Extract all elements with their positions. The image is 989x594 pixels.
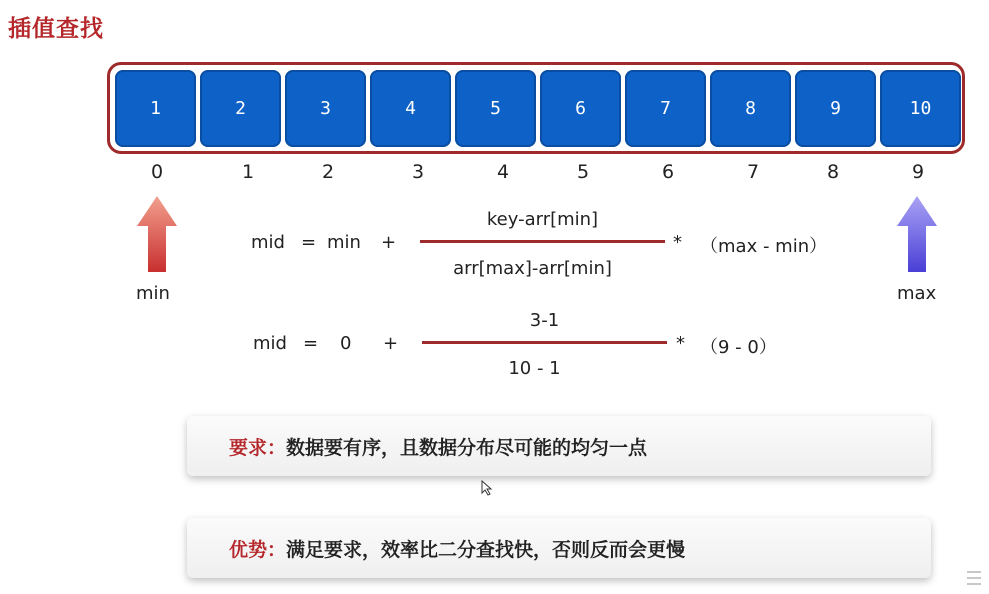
advantage-note: [187, 518, 931, 578]
formula2-term: 0: [340, 333, 352, 354]
array-cell: 7: [625, 70, 706, 147]
formula2-equals: =: [303, 333, 319, 354]
advantage-text: 满足要求，效率比二分查找快，否则反而会更慢: [286, 538, 686, 561]
formula2-plus: +: [383, 333, 399, 354]
array-index: 2: [321, 161, 335, 183]
max-label: max: [897, 283, 937, 304]
formula1-fraction-bar: [420, 240, 665, 243]
array-index: 0: [150, 161, 164, 183]
array-index: 5: [576, 161, 590, 183]
formula2-numerator: 3-1: [529, 310, 560, 331]
array-cell: 9: [795, 70, 876, 147]
page-title: 插值查找: [8, 16, 104, 42]
requirement-key: 要求：: [229, 436, 287, 459]
array-index: 1: [241, 161, 255, 183]
array-index: 7: [746, 161, 760, 183]
array-index: 3: [411, 161, 425, 183]
menu-icon[interactable]: [965, 568, 983, 588]
formula1-equals: =: [301, 232, 317, 253]
formula2-fraction-bar: [422, 341, 667, 344]
array-index: 4: [496, 161, 510, 183]
max-up-arrow-icon: [897, 196, 937, 274]
formula1-lhs: mid: [251, 232, 285, 253]
array-cell: 4: [370, 70, 451, 147]
array-index: 8: [826, 161, 840, 183]
formula2-factor: （9 - 0）: [700, 337, 777, 358]
formula2-lhs: mid: [253, 333, 287, 354]
formula1-denominator: arr[max]-arr[min]: [453, 258, 612, 279]
min-up-arrow-icon: [137, 196, 177, 274]
formula1-times: *: [673, 232, 682, 253]
min-label: min: [136, 283, 170, 304]
formula1-numerator: key-arr[min]: [486, 209, 599, 230]
array-cell: 10: [880, 70, 961, 147]
array-cell: 2: [200, 70, 281, 147]
requirement-note: [187, 416, 931, 476]
formula2-times: *: [676, 333, 685, 354]
array-container: [107, 62, 965, 154]
array-index: 6: [661, 161, 675, 183]
array-cell: 3: [285, 70, 366, 147]
mouse-cursor-icon: [481, 480, 493, 496]
advantage-key: 优势：: [229, 538, 287, 561]
array-cell: 1: [115, 70, 196, 147]
array-cell: 8: [710, 70, 791, 147]
requirement-text: 数据要有序，且数据分布尽可能的均匀一点: [286, 436, 648, 459]
array-cell: 6: [540, 70, 621, 147]
formula2-denominator: 10 - 1: [508, 358, 561, 379]
formula1-term: min: [327, 232, 361, 253]
formula1-plus: +: [381, 232, 397, 253]
array-index: 9: [911, 161, 925, 183]
formula1-factor: （max - min）: [700, 236, 828, 257]
array-cell: 5: [455, 70, 536, 147]
